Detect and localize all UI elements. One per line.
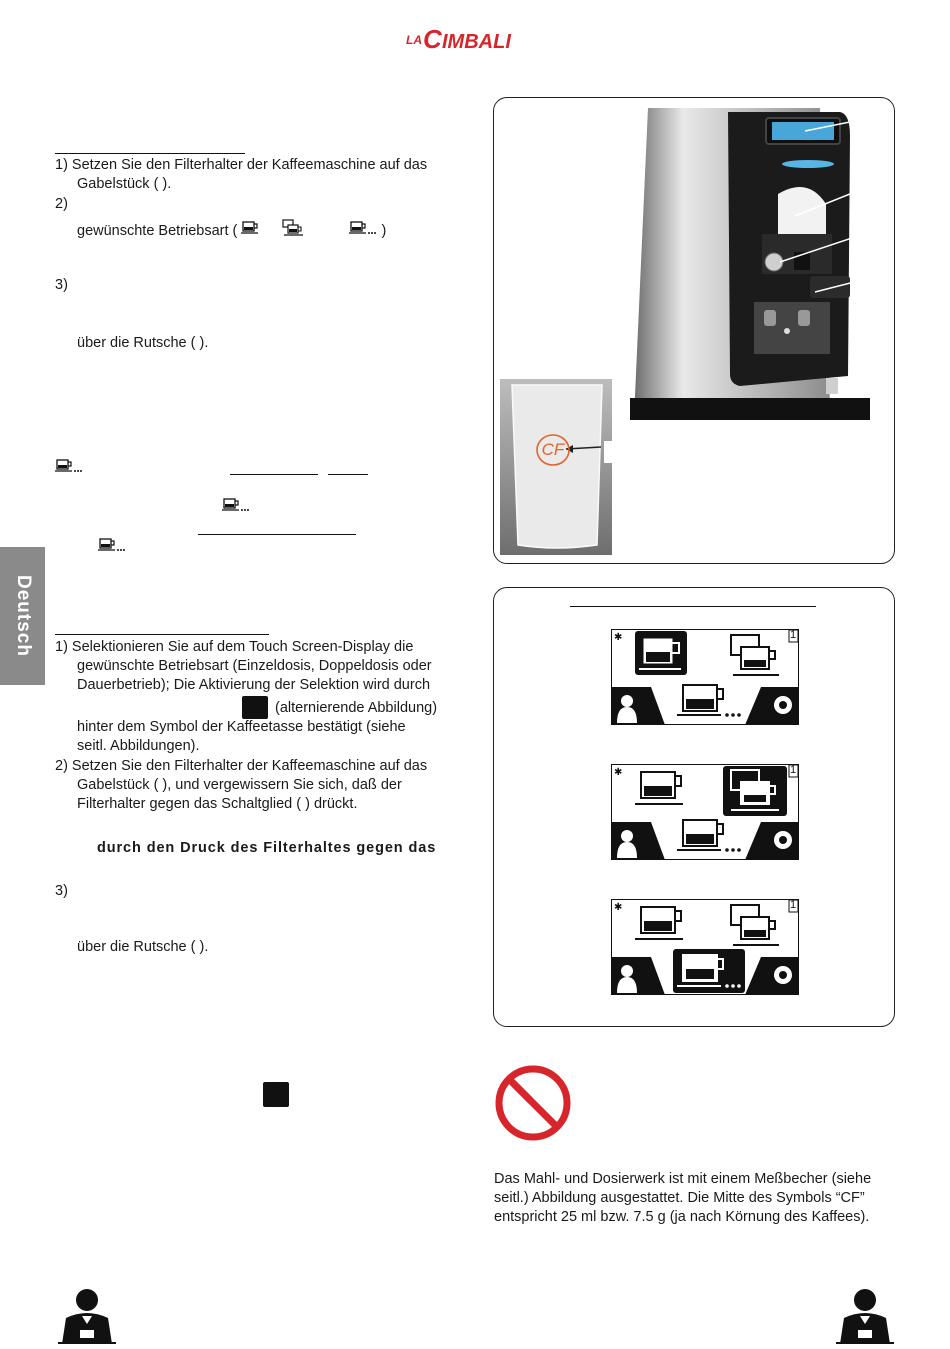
underline-c [198,534,356,535]
svg-text:✱: ✱ [614,902,623,913]
step2-text-a: gewünschte Betriebsart ( [77,222,238,239]
note-line-1: Das Mahl- und Dosierwerk ist mit einem Meßbecher (siehe [494,1171,872,1187]
display-double-dose [611,764,799,860]
s2-step1-line-f: seitl. Abbildungen). [77,738,200,754]
s2-step1-line-a: 1) Selektionieren Sie auf dem Touch Screen-Display die [55,639,414,655]
no-tools-icon [494,1064,572,1142]
svg-text:LA: LA [406,33,422,47]
note-line-3: entspricht 25 ml bzw. 7.5 g (ja nach Körnung des Kaffees). [494,1209,870,1225]
section1-heading-rule [55,153,245,154]
s2-step1-line-d: (alternierende Abbildung) [275,700,438,716]
brand-logo [398,18,552,56]
double-cup-icon [281,219,307,243]
step2-text-b: ) [381,222,387,239]
section2-heading-rule [55,634,269,635]
step2-number: 2) [55,196,68,212]
grinder-illustration [630,106,870,420]
display-1-corner: 1 [790,629,797,641]
s2-step3-number: 3) [55,883,68,899]
display-3-corner: 1 [790,899,797,911]
s2-step2-line-a: 2) Setzen Sie den Filterhalter der Kaffeemaschine auf das [55,758,428,774]
s2-step1-line-e: hinter dem Symbol der Kaffeetasse bestätigt (siehe [77,719,406,735]
display-figure-heading-rule [570,606,816,607]
svg-text:✱: ✱ [614,632,623,643]
svg-text:IMBALI: IMBALI [442,31,511,53]
step2-text [77,219,386,243]
step1-text: 1) Setzen Sie den Filterhalter der Kaffeemaschine auf das [55,157,428,173]
continuous-cup-icon-b [222,497,250,518]
s2-step3-text: über die Rutsche ( ). [77,939,209,955]
language-tab-label: Deutsch [12,575,34,657]
s2-step2-line-c: Filterhalter gegen das Schaltglied ( ) drückt. [77,796,358,812]
continuous-cup-icon [349,220,377,242]
step3-text: über die Rutsche ( ). [77,335,209,351]
continuous-cup-icon-c [98,537,126,558]
step1-text-cont: Gabelstück ( ). [77,176,172,192]
svg-text:✱: ✱ [614,767,623,778]
display-continuous [611,899,799,995]
note-line-2: seitl.) Abbildung ausgestattet. Die Mitte des Symbols “CF” [494,1190,865,1206]
barista-icon-left [58,1288,116,1344]
s2-step1-line-c: Dauerbetrieb); Die Aktivierung der Selektion wird durch [77,677,431,693]
bold-note-line: durch den Druck des Filterhaltes gegen das [97,840,437,856]
barista-icon-right [836,1288,894,1344]
s2-step1-line-b: gewünschte Betriebsart (Einzeldosis, Doppeldosis oder [77,658,432,674]
underline-a [230,474,318,475]
cf-label: CF [541,440,565,459]
single-cup-icon [241,220,263,242]
indicator-square-2 [263,1082,289,1107]
selection-indicator-square [242,696,268,719]
s2-step2-line-b: Gabelstück ( ), und vergewissern Sie sich, daß der [77,777,402,793]
underline-b [328,474,368,475]
step3-number: 3) [55,277,68,293]
continuous-cup-icon-a [55,458,83,479]
display-single-dose [611,629,799,725]
display-2-corner: 1 [790,764,797,776]
language-tab [0,547,45,685]
cf-mark [534,432,572,468]
svg-text:C: C [423,24,442,54]
